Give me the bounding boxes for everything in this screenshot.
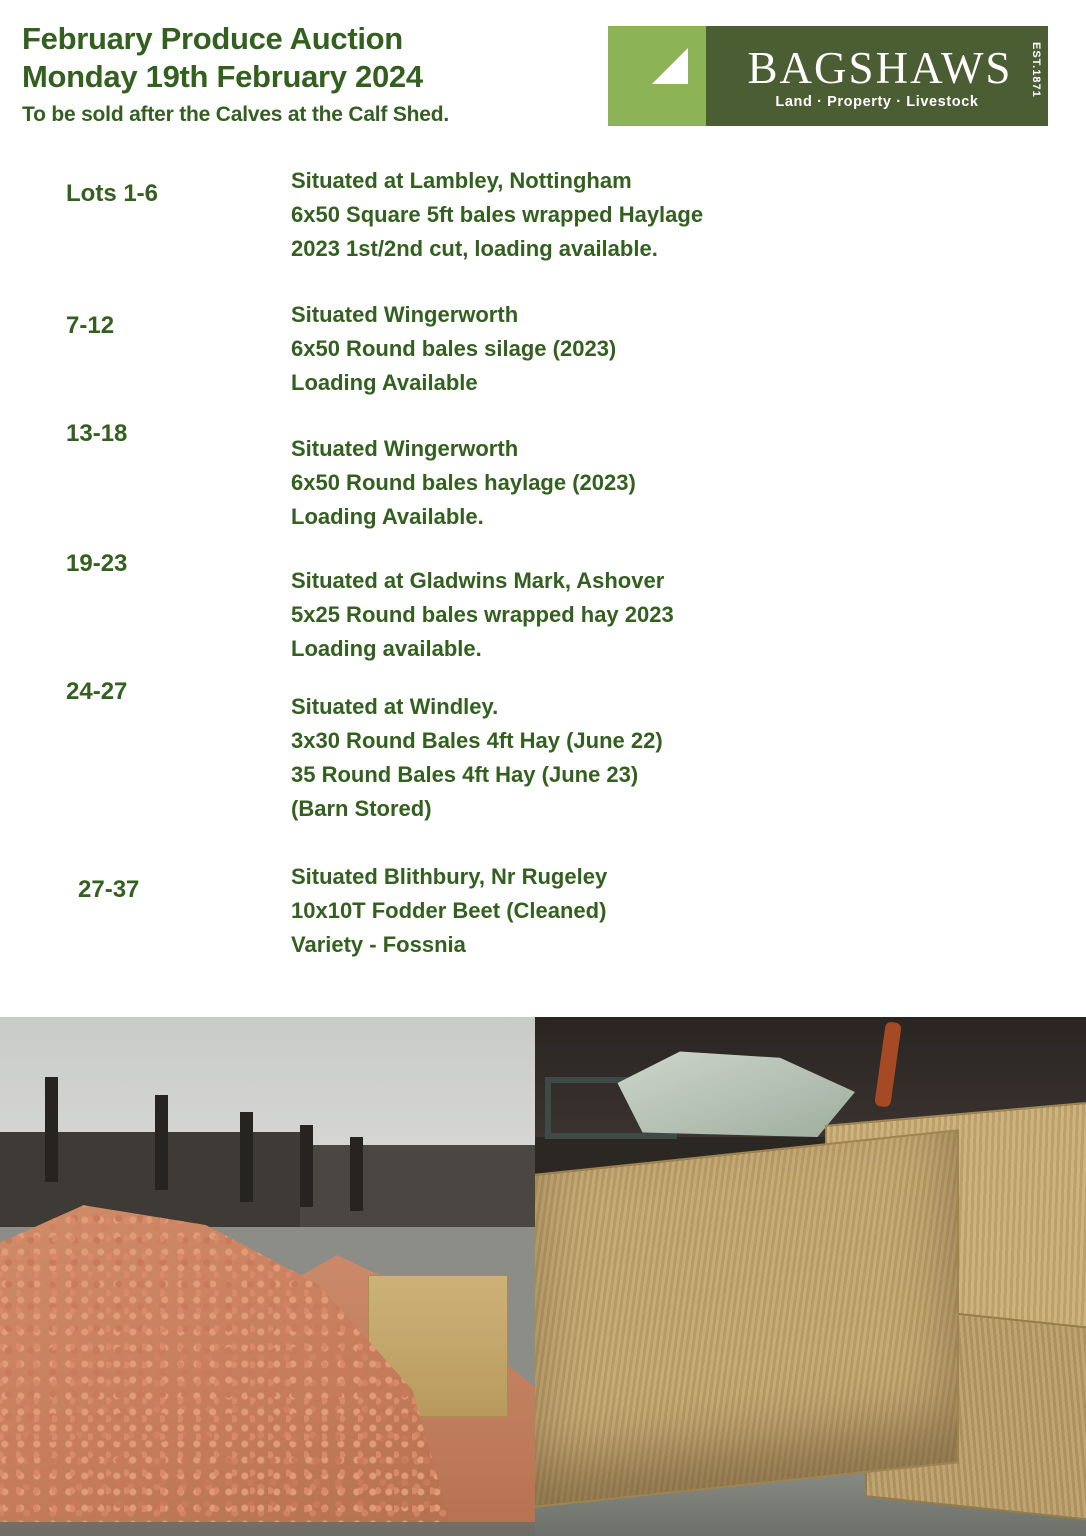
lot-description (291, 690, 1051, 826)
bagshaws-logo (608, 26, 1048, 126)
lot-line: 6x50 Square 5ft bales wrapped Haylage (291, 202, 704, 227)
hay-bale (535, 1129, 959, 1509)
lot-line: 3x30 Round Bales 4ft Hay (June 22) (291, 728, 663, 753)
lot-line: Loading Available (291, 370, 478, 395)
lot-description (291, 432, 1051, 534)
page-title-line-1: February Produce Auction (22, 21, 403, 56)
lot-label: 27-37 (78, 876, 140, 903)
post (350, 1137, 363, 1211)
wrapped-hay-bales-photo (535, 1017, 1086, 1536)
lot-line: Variety - Fossnia (291, 932, 466, 957)
lot-line: Situated Wingerworth (291, 302, 519, 327)
lot-line: (Barn Stored) (291, 796, 432, 821)
logo-tagline: Land · Property · Livestock (775, 94, 979, 110)
post (240, 1112, 253, 1202)
lot-line: Situated at Gladwins Mark, Ashover (291, 568, 665, 593)
logo-notch-shape (652, 48, 688, 84)
lot-line: Situated at Lambley, Nottingham (291, 168, 632, 193)
lot-label: 7-12 (66, 312, 115, 339)
lot-description (291, 164, 1051, 266)
post (45, 1077, 58, 1182)
lot-line: Situated Wingerworth (291, 436, 519, 461)
lot-line: 6x50 Round bales silage (2023) (291, 336, 617, 361)
lot-line: 6x50 Round bales haylage (2023) (291, 470, 636, 495)
lot-line: Situated Blithbury, Nr Rugeley (291, 864, 608, 889)
beet-pile-front (0, 1192, 450, 1522)
page-title-line-2: Monday 19th February 2024 (22, 59, 423, 94)
logo-established: EST.1871 (1030, 42, 1042, 98)
shed-building-secondary (300, 1145, 535, 1227)
lot-description (291, 564, 1051, 666)
lot-description (291, 860, 1051, 962)
post (155, 1095, 168, 1190)
lot-line: 2023 1st/2nd cut, loading available. (291, 236, 658, 261)
post (300, 1125, 313, 1207)
page-subtitle: To be sold after the Calves at the Calf Shed. (22, 103, 450, 126)
lot-description (291, 298, 1051, 400)
photo-strip (0, 1017, 1086, 1536)
lot-line: 5x25 Round bales wrapped hay 2023 (291, 602, 674, 627)
logo-body (706, 26, 1048, 126)
fodder-beet-pile-photo (0, 1017, 535, 1536)
logo-wordmark: BAGSHAWS (747, 43, 1013, 93)
lot-label: 19-23 (66, 550, 128, 577)
lot-line: Loading available. (291, 636, 482, 661)
lot-label: 13-18 (66, 420, 128, 447)
logo-mark-icon (608, 26, 706, 126)
lot-label: Lots 1-6 (66, 180, 159, 207)
flyer-header (0, 0, 1086, 150)
lot-line: 10x10T Fodder Beet (Cleaned) (291, 898, 607, 923)
lot-line: 35 Round Bales 4ft Hay (June 23) (291, 762, 639, 787)
lot-line: Loading Available. (291, 504, 484, 529)
lot-line: Situated at Windley. (291, 694, 499, 719)
lot-label: 24-27 (66, 678, 128, 705)
title-block (22, 20, 602, 130)
